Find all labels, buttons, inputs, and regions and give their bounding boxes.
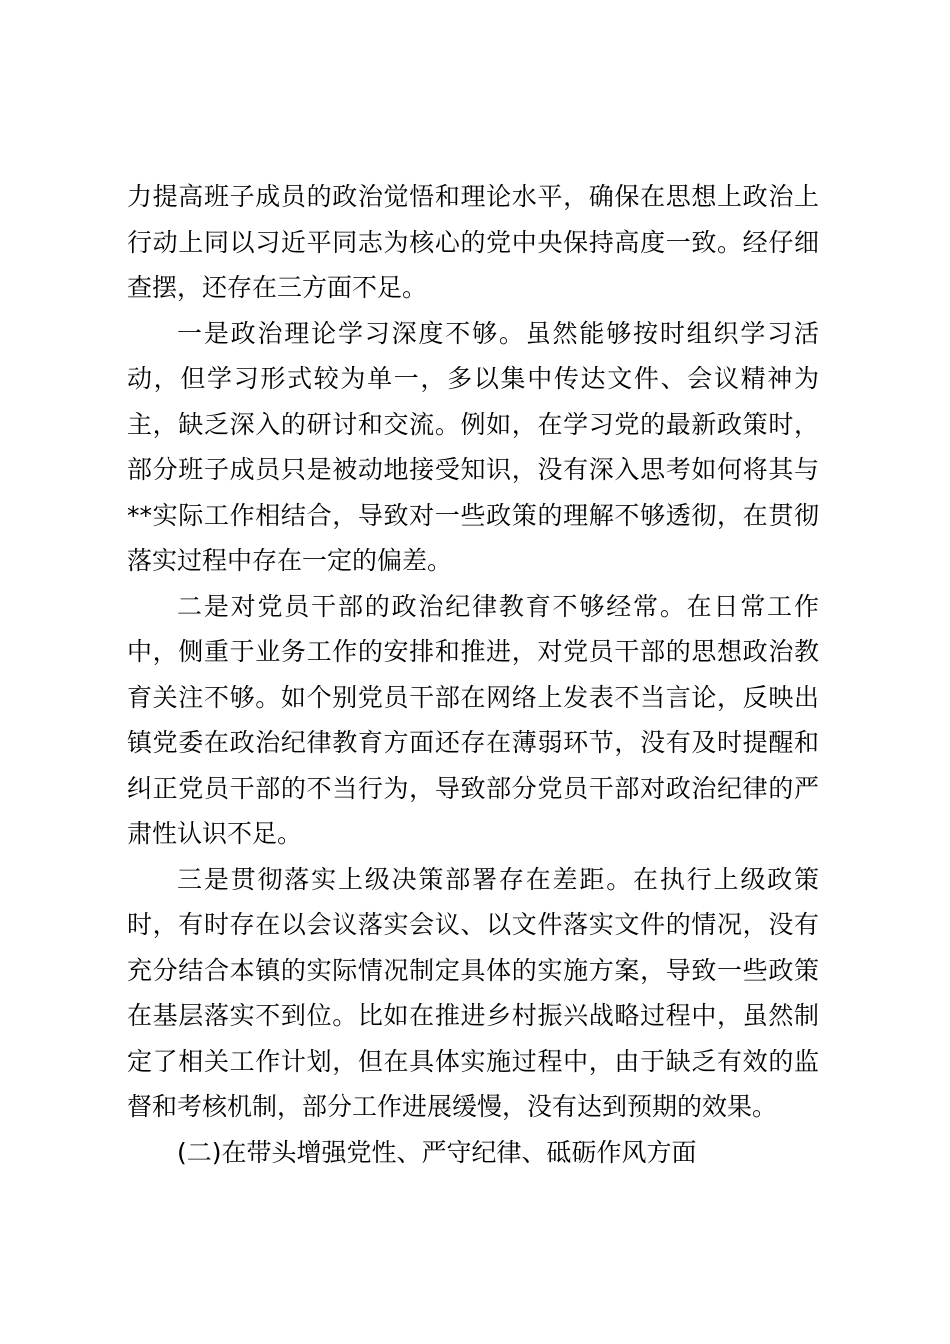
- paragraph-continuation: 力提高班子成员的政治觉悟和理论水平，确保在思想上政治上行动上同以习近平同志为核心的党中央保持高度一致。经仔细查摆，还存在三方面不足。: [127, 182, 819, 302]
- paragraph-point-three: 三是贯彻落实上级决策部署存在差距。在执行上级政策时，有时存在以会议落实会议、以文件落实文件的情况，没有充分结合本镇的实际情况制定具体的实施方案，导致一些政策在基层落实不到位。比如在推进乡村振兴战略过程中，虽然制定了相关工作计划，但在具体实施过程中，由于缺乏有效的监督和考核机制，部分工作进展缓慢，没有达到预期的效果。: [127, 864, 819, 1121]
- paragraph-point-two: 二是对党员干部的政治纪律教育不够经常。在日常工作中，侧重于业务工作的安排和推进，对党员干部的思想政治教育关注不够。如个别党员干部在网络上发表不当言论，反映出镇党委在政治纪律教育方面还存在薄弱环节，没有及时提醒和纠正党员干部的不当行为，导致部分党员干部对政治纪律的严肃性认识不足。: [127, 591, 819, 848]
- document-body: [127, 174, 819, 1175]
- paragraph-point-one: 一是政治理论学习深度不够。虽然能够按时组织学习活动，但学习形式较为单一，多以集中传达文件、会议精神为主，缺乏深入的研讨和交流。例如，在学习党的最新政策时，部分班子成员只是被动地接受知识，没有深入思考如何将其与**实际工作相结合，导致对一些政策的理解不够透彻，在贯彻落实过程中存在一定的偏差。: [127, 318, 819, 575]
- section-heading-two: (二)在带头增强党性、严守纪律、砥砺作风方面: [177, 1137, 697, 1167]
